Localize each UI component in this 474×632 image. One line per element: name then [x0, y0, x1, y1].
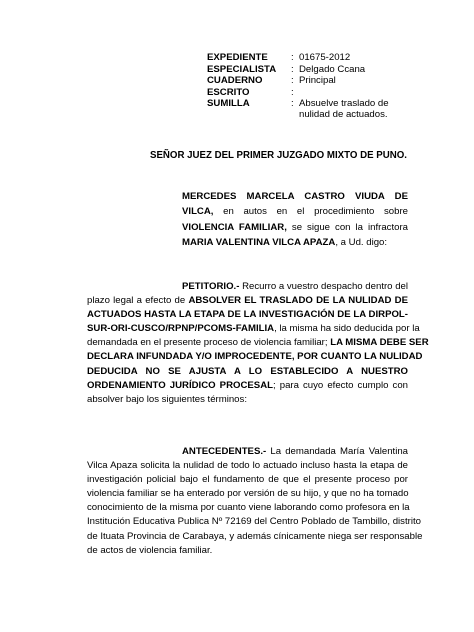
- text-line: Vilca Apaza solicita la nulidad de todo lo actuado incluso hasta la etapa de: [87, 460, 408, 472]
- text-run: La demandada María Valentina: [266, 446, 408, 457]
- header-value-continued: nulidad de actuados.: [299, 109, 388, 120]
- header-row-escrito: [207, 87, 417, 99]
- bold-run: ORDENAMIENTO JURÍDICO PROCESAL: [87, 379, 273, 391]
- header-key: CUADERNO: [207, 75, 263, 86]
- header-row-expediente: [207, 52, 417, 64]
- header-row-cuaderno: [207, 75, 417, 87]
- text-run: plazo legal a efecto de: [87, 295, 189, 307]
- addressee-heading: SEÑOR JUEZ DEL PRIMER JUZGADO MIXTO DE PUNO.: [150, 150, 407, 161]
- header-colon: :: [291, 52, 294, 63]
- text-run: Recurro a vuestro despacho dentro del: [239, 281, 408, 292]
- text-line: [87, 445, 408, 459]
- header-row-sumilla: [207, 98, 417, 120]
- text-line: [182, 204, 408, 219]
- text-line: [87, 294, 408, 308]
- text-run: demandada en el presente proceso de violencia familiar;: [87, 337, 331, 349]
- header-key: SUMILLA: [207, 98, 250, 109]
- text-line: investigación policial bajo el fundamento de que el presente proceso por: [87, 474, 408, 486]
- case-header: [207, 52, 417, 120]
- section-heading: ANTECEDENTES.-: [182, 446, 267, 457]
- text-line: [87, 280, 408, 294]
- text-line: MERCEDES MARCELA CASTRO VIUDA DE: [182, 191, 408, 202]
- bold-run: VIOLENCIA FAMILIAR,: [182, 221, 287, 233]
- text-line: [87, 322, 420, 336]
- petitorio-paragraph: [87, 280, 429, 407]
- text-line: de Ituata Provincia de Carabaya, y además cínicamente niega ser responsable: [87, 530, 423, 542]
- text-line: de actos de violencia familiar.: [87, 544, 213, 556]
- header-colon: :: [291, 63, 294, 75]
- header-key: ESCRITO: [207, 86, 250, 98]
- text-line: Institución Educativa Publica Nº 72169 del Centro Poblado de Tambillo, distrito: [87, 516, 421, 528]
- text-run: en autos en el procedimiento sobre: [213, 206, 408, 218]
- text-run: se sigue con la infractora: [286, 221, 408, 233]
- header-colon: :: [291, 98, 294, 109]
- text-line: [87, 379, 408, 393]
- text-run: , la misma ha sido deducida por la: [274, 323, 420, 335]
- text-line: conocimiento de la misma por cuanto viene laborando como profesora en la: [87, 502, 410, 514]
- antecedentes-paragraph: [87, 445, 423, 558]
- bold-run: ABSOLVER EL TRASLADO DE LA NULIDAD DE: [188, 295, 408, 307]
- bold-run: VILCA,: [182, 206, 214, 218]
- text-line: absolver bajo los siguientes términos:: [87, 393, 247, 405]
- header-colon: :: [291, 75, 294, 86]
- text-run: ; para cuyo efecto cumplo con: [273, 379, 408, 391]
- header-key: EXPEDIENTE: [207, 52, 268, 63]
- header-value: Delgado Ccana: [299, 63, 366, 75]
- bold-run: LA MISMA DEBE SER: [330, 337, 429, 349]
- text-line: [182, 220, 408, 235]
- text-line: ACTUADOS HASTA LA ETAPA DE LA INVESTIGACIÓN DE LA DIRPOL-: [87, 309, 408, 321]
- header-colon: :: [291, 86, 294, 98]
- text-line: [182, 235, 408, 250]
- text-line: DECLARA INFUNDADA Y/O IMPROCEDENTE, POR CUANTO LA NULIDAD: [87, 351, 423, 363]
- section-heading: PETITORIO.-: [182, 281, 240, 292]
- intro-paragraph: [182, 189, 408, 250]
- text-line: [87, 336, 429, 350]
- header-key: ESPECIALISTA: [207, 63, 277, 75]
- bold-run: SUR-ORI-CUSCO/RPNP/PCOMS-FAMILIA: [87, 323, 275, 335]
- text-line: DEDUCIDA NO SE AJUSTA A LO ESTABLECIDO A NUESTRO: [87, 365, 408, 377]
- text-line: violencia familiar se ha enterado por versión de su hijo, y que no ha tomado: [87, 488, 409, 500]
- text-run: , a Ud. digo:: [335, 236, 388, 248]
- header-value: Principal: [299, 75, 336, 86]
- header-row-especialista: [207, 64, 417, 76]
- bold-run: MARIA VALENTINA VILCA APAZA: [182, 236, 336, 248]
- header-value: Absuelve traslado de: [299, 98, 389, 109]
- header-value: 01675-2012: [299, 52, 351, 63]
